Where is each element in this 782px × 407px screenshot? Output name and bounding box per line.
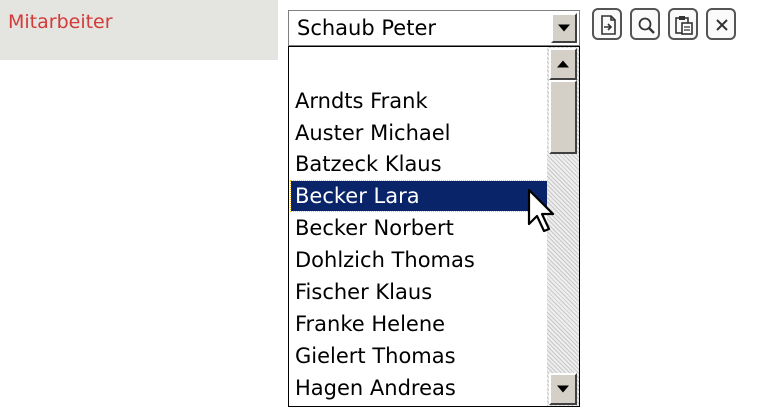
list-item[interactable]: Arndts Frank bbox=[295, 89, 428, 113]
clipboard-button[interactable] bbox=[668, 8, 698, 40]
arrow-down-icon bbox=[557, 386, 569, 393]
list-item[interactable]: Gielert Thomas bbox=[295, 344, 456, 368]
search-icon bbox=[635, 14, 657, 36]
scroll-down-button[interactable] bbox=[549, 373, 577, 405]
field-label-cell bbox=[0, 0, 278, 60]
scroll-up-button[interactable] bbox=[549, 48, 577, 80]
open-record-button[interactable] bbox=[592, 8, 622, 40]
field-label: Mitarbeiter bbox=[8, 11, 113, 33]
open-record-icon bbox=[597, 14, 619, 36]
dropdown-toggle-button[interactable] bbox=[551, 13, 577, 43]
list-item[interactable]: Franke Helene bbox=[295, 312, 446, 336]
option-list bbox=[289, 47, 547, 406]
close-button[interactable] bbox=[706, 8, 736, 40]
search-button[interactable] bbox=[630, 8, 660, 40]
employee-select[interactable] bbox=[288, 10, 580, 46]
mouse-pointer-icon bbox=[527, 188, 557, 236]
list-item[interactable]: Becker Norbert bbox=[295, 216, 454, 240]
list-item-highlighted[interactable]: Becker Lara bbox=[291, 181, 547, 211]
list-item-empty[interactable] bbox=[291, 49, 547, 79]
selected-value: Schaub Peter bbox=[297, 16, 436, 40]
list-item[interactable]: Batzeck Klaus bbox=[295, 152, 442, 176]
clipboard-icon bbox=[673, 14, 695, 36]
list-item[interactable]: Auster Michael bbox=[295, 121, 451, 145]
list-item[interactable]: Fischer Klaus bbox=[295, 280, 433, 304]
chevron-down-icon bbox=[558, 25, 570, 32]
scrollbar-thumb[interactable] bbox=[549, 80, 577, 154]
list-item[interactable]: Dohlzich Thomas bbox=[295, 248, 475, 272]
list-item[interactable]: Hagen Andreas bbox=[295, 376, 456, 400]
arrow-up-icon bbox=[557, 61, 569, 68]
close-icon bbox=[711, 14, 733, 36]
